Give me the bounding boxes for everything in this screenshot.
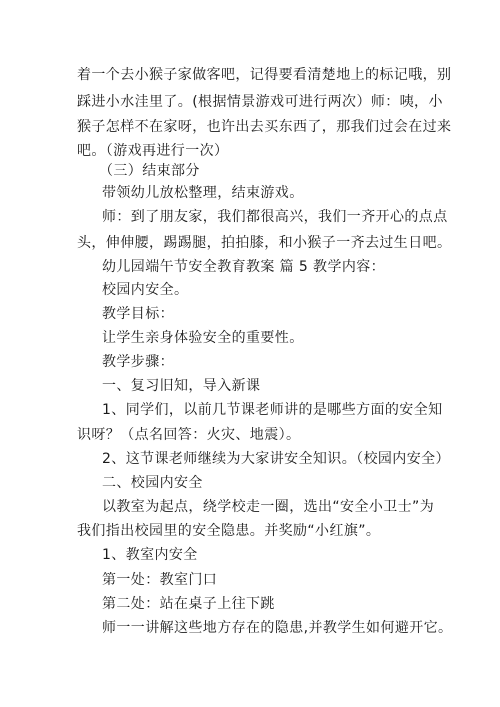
section-heading-review: 一、复习旧知，导入新课	[102, 378, 261, 394]
paragraph-line-24: 师一一讲解这些地方存在的隐患,并教学生如何避开它。	[102, 620, 453, 636]
paragraph-line-8: 头，伸伸腰，踢踢腿，拍拍膝，和小猴子一齐去过生日吧。	[77, 235, 452, 251]
paragraph-line-10: 校园内安全。	[102, 282, 189, 298]
section-heading-campus-safety: 二、校园内安全	[102, 475, 203, 491]
paragraph-line-4: 吧。（游戏再进行一次）	[77, 143, 229, 159]
heading-teaching-goals: 教学目标：	[102, 306, 174, 322]
paragraph-line-17: 2、这节课老师继续为大家讲安全知识。（校园内安全）	[102, 451, 450, 467]
paragraph-line-6: 带领幼儿放松整理，结束游戏。	[102, 185, 304, 201]
paragraph-line-12: 让学生亲身体验安全的重要性。	[102, 330, 304, 346]
paragraph-line-22: 第一处：教室门口	[102, 572, 218, 588]
lesson-plan-title: 幼儿园端午节安全教育教案 篇 5 教学内容：	[102, 259, 386, 275]
paragraph-line-7: 师：到了朋友家，我们都很高兴，我们一齐开心的点点	[102, 209, 448, 225]
section-heading-conclusion: （三）结束部分	[99, 163, 200, 179]
paragraph-line-1: 着一个去小猴子家做客吧，记得要看清楚地上的标记哦，别	[77, 67, 452, 83]
paragraph-line-19: 以教室为起点，绕学校走一圈，选出“安全小卫士”为	[102, 499, 435, 515]
paragraph-line-16: 识呀？（点名回答：火灾、地震）。	[77, 427, 301, 443]
paragraph-line-15: 1、同学们，以前几节课老师讲的是哪些方面的安全知	[102, 402, 443, 418]
paragraph-line-23: 第二处：站在桌子上往下跳	[102, 596, 275, 612]
subheading-classroom-safety: 1、教室内安全	[102, 547, 198, 563]
paragraph-line-3: 猴子怎样不在家呀，也许出去买东西了，那我们过会在过来	[77, 119, 452, 135]
paragraph-line-2: 踩进小水洼里了。(根据情景游戏可进行两次）师：咦，小	[77, 94, 443, 110]
heading-teaching-steps: 教学步骤：	[102, 354, 174, 370]
paragraph-line-20: 我们指出校园里的安全隐患。并奖励“小红旗”。	[77, 523, 381, 539]
